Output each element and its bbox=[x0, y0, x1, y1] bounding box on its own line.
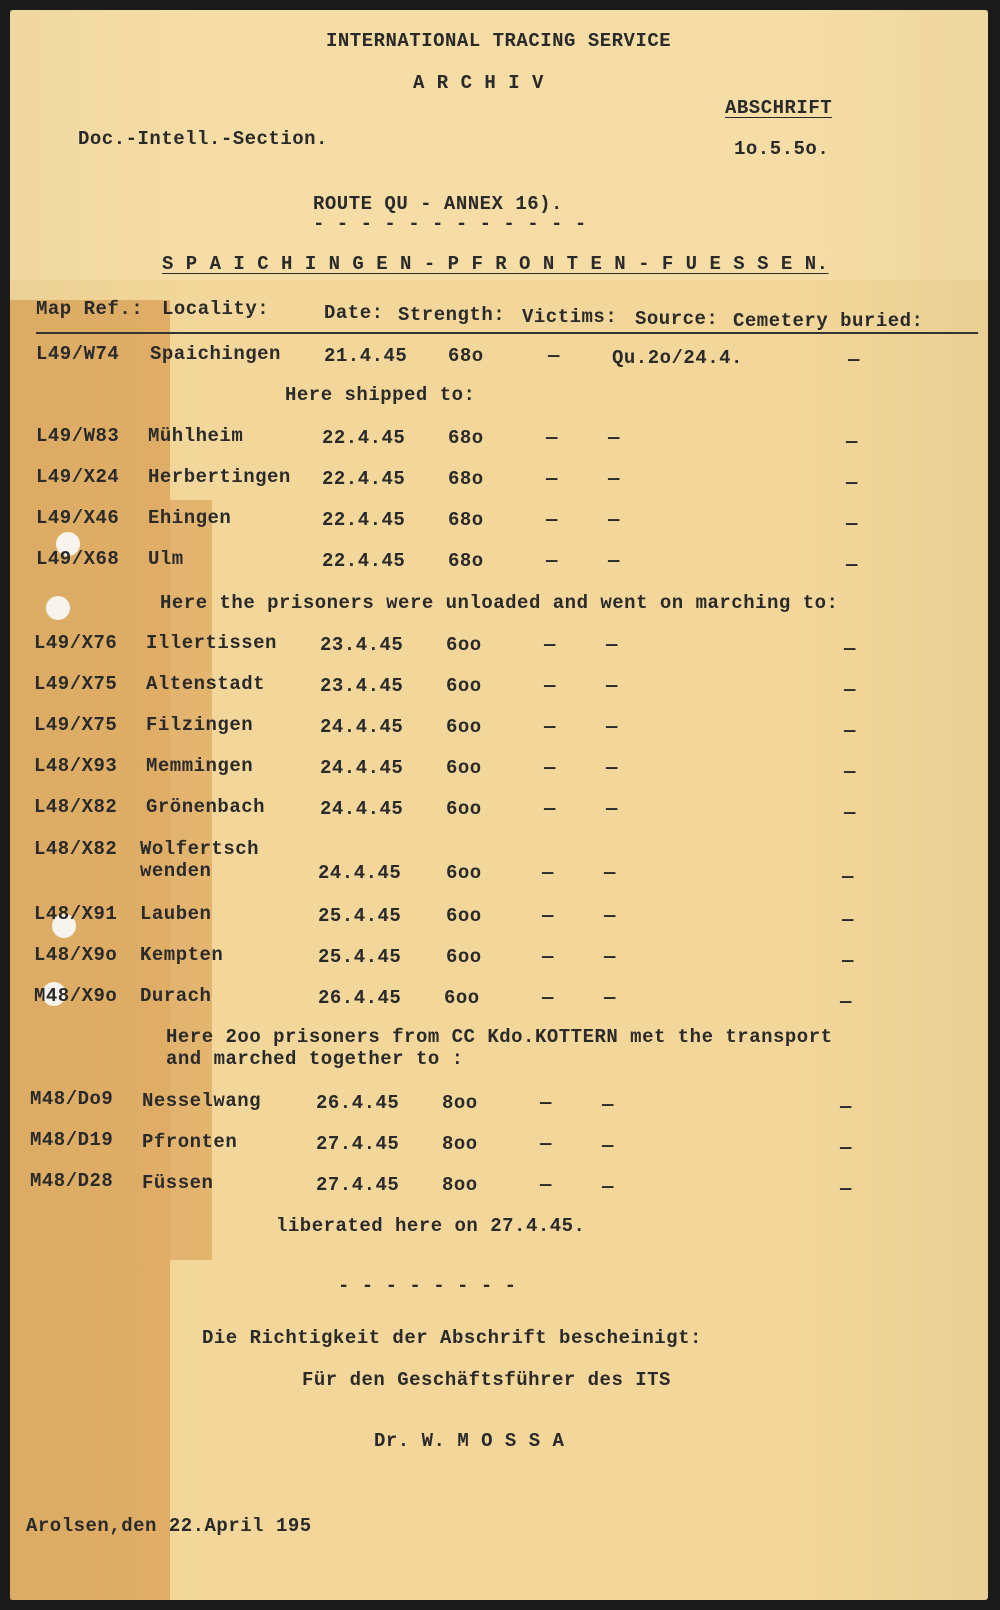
row-source: — bbox=[606, 716, 618, 738]
row-cemetery: — bbox=[848, 349, 860, 371]
row-date: 21.4.45 bbox=[324, 345, 408, 367]
row-victims: — bbox=[546, 468, 558, 490]
row-strength: 6oo bbox=[446, 634, 482, 656]
row-victims: — bbox=[546, 509, 558, 531]
row-locality: Kempten bbox=[140, 944, 224, 966]
col-source: Source: bbox=[635, 308, 719, 330]
row-date: 22.4.45 bbox=[322, 550, 406, 572]
row-ref: L48/X93 bbox=[34, 755, 118, 777]
row-source: — bbox=[604, 946, 616, 968]
row-date: 26.4.45 bbox=[318, 987, 402, 1009]
row-date: 25.4.45 bbox=[318, 905, 402, 927]
row-strength: 8oo bbox=[442, 1133, 478, 1155]
row-locality: Ulm bbox=[148, 548, 184, 570]
col-strength: Strength: bbox=[398, 304, 506, 326]
row-locality: Altenstadt bbox=[146, 673, 266, 695]
row-victims: — bbox=[548, 345, 560, 367]
row-ref: M48/D19 bbox=[30, 1129, 114, 1151]
row-victims: — bbox=[542, 905, 554, 927]
row-source: — bbox=[608, 427, 620, 449]
row-date: 23.4.45 bbox=[320, 634, 404, 656]
row-ref: L48/X91 bbox=[34, 903, 118, 925]
row-date: 24.4.45 bbox=[320, 757, 404, 779]
note-met-line2: and marched together to : bbox=[166, 1048, 464, 1070]
note-shipped: Here shipped to: bbox=[285, 384, 476, 406]
row-victims: — bbox=[542, 987, 554, 1009]
row-date: 26.4.45 bbox=[316, 1092, 400, 1114]
col-cemetery: Cemetery buried: bbox=[733, 310, 924, 332]
abschrift-label: ABSCHRIFT bbox=[725, 97, 833, 119]
row-victims: — bbox=[544, 716, 556, 738]
row-ref: L49/W74 bbox=[36, 343, 120, 365]
section-label: Doc.-Intell.-Section. bbox=[78, 128, 328, 150]
row-source: — bbox=[608, 509, 620, 531]
row-date: 25.4.45 bbox=[318, 946, 402, 968]
row-strength: 68o bbox=[448, 427, 484, 449]
row-source: — bbox=[606, 798, 618, 820]
row-date: 23.4.45 bbox=[320, 675, 404, 697]
row-locality: Illertissen bbox=[146, 632, 277, 654]
route-underline: - - - - - - - - - - - - bbox=[313, 213, 587, 235]
row-cemetery: — bbox=[846, 472, 858, 494]
row-cemetery: — bbox=[840, 1096, 852, 1118]
row-source: — bbox=[602, 1094, 614, 1116]
row-locality: Grönenbach bbox=[146, 796, 266, 818]
row-victims: — bbox=[540, 1092, 552, 1114]
row-locality: Füssen bbox=[142, 1172, 214, 1194]
row-ref: L49/X46 bbox=[36, 507, 120, 529]
row-victims: — bbox=[542, 862, 554, 884]
row-locality: Spaichingen bbox=[150, 343, 281, 365]
row-locality: Nesselwang bbox=[142, 1090, 262, 1112]
col-date: Date: bbox=[324, 302, 384, 324]
row-ref: L48/X82 bbox=[34, 838, 118, 860]
row-locality: Ehingen bbox=[148, 507, 232, 529]
row-strength: 68o bbox=[448, 468, 484, 490]
row-strength: 68o bbox=[448, 345, 484, 367]
row-source: — bbox=[606, 675, 618, 697]
header-rule bbox=[36, 332, 978, 334]
row-victims: — bbox=[544, 634, 556, 656]
row-strength: 6oo bbox=[446, 716, 482, 738]
row-strength: 68o bbox=[448, 550, 484, 572]
row-locality: Herbertingen bbox=[148, 466, 291, 488]
row-strength: 6oo bbox=[446, 757, 482, 779]
row-cemetery: — bbox=[844, 679, 856, 701]
note-liberated: liberated here on 27.4.45. bbox=[276, 1215, 586, 1237]
row-source: — bbox=[604, 987, 616, 1009]
row-ref: L49/X75 bbox=[34, 714, 118, 736]
row-cemetery: — bbox=[844, 761, 856, 783]
col-mapref: Map Ref.: bbox=[36, 298, 144, 320]
row-victims: — bbox=[544, 798, 556, 820]
row-cemetery: — bbox=[842, 950, 854, 972]
row-ref: L48/X9o bbox=[34, 944, 118, 966]
row-victims: — bbox=[546, 427, 558, 449]
row-ref: M48/X9o bbox=[34, 985, 118, 1007]
archiv-label: A R C H I V bbox=[413, 72, 544, 94]
row-victims: — bbox=[546, 550, 558, 572]
route-label: ROUTE QU - ANNEX 16). bbox=[313, 193, 563, 215]
row-date: 22.4.45 bbox=[322, 509, 406, 531]
row-cemetery: — bbox=[846, 431, 858, 453]
row-date: 22.4.45 bbox=[322, 427, 406, 449]
row-cemetery: — bbox=[842, 909, 854, 931]
row-ref: L49/X76 bbox=[34, 632, 118, 654]
row-strength: 6oo bbox=[446, 946, 482, 968]
row-date: 24.4.45 bbox=[318, 862, 402, 884]
row-strength: 8oo bbox=[442, 1174, 478, 1196]
row-source: Qu.2o/24.4. bbox=[612, 347, 743, 369]
row-locality: Mühlheim bbox=[148, 425, 244, 447]
row-locality: Durach bbox=[140, 985, 212, 1007]
row-cemetery: — bbox=[846, 513, 858, 535]
row-source: — bbox=[602, 1135, 614, 1157]
row-ref: L49/X75 bbox=[34, 673, 118, 695]
row-cemetery: — bbox=[844, 638, 856, 660]
row-strength: 6oo bbox=[446, 862, 482, 884]
row-ref: M48/D28 bbox=[30, 1170, 114, 1192]
row-strength: 6oo bbox=[446, 675, 482, 697]
row-ref: M48/Do9 bbox=[30, 1088, 114, 1110]
col-victims: Victims: bbox=[522, 306, 618, 328]
row-cemetery: — bbox=[842, 866, 854, 888]
row-date: 24.4.45 bbox=[320, 716, 404, 738]
signatory-name: Dr. W. M O S S A bbox=[374, 1430, 565, 1452]
row-locality: Wolfertschwenden bbox=[140, 838, 260, 882]
row-source: — bbox=[604, 905, 616, 927]
row-locality: Lauben bbox=[140, 903, 212, 925]
punch-hole bbox=[46, 596, 70, 620]
row-strength: 6oo bbox=[446, 905, 482, 927]
row-ref: L49/X68 bbox=[36, 548, 120, 570]
row-cemetery: — bbox=[846, 554, 858, 576]
row-source: — bbox=[602, 1176, 614, 1198]
row-victims: — bbox=[540, 1174, 552, 1196]
row-cemetery: — bbox=[844, 720, 856, 742]
row-ref: L49/X24 bbox=[36, 466, 120, 488]
document-date: 1o.5.5o. bbox=[734, 138, 830, 160]
certification-for: Für den Geschäftsführer des ITS bbox=[302, 1369, 671, 1391]
row-locality: Memmingen bbox=[146, 755, 254, 777]
row-strength: 68o bbox=[448, 509, 484, 531]
row-victims: — bbox=[544, 757, 556, 779]
org-title: INTERNATIONAL TRACING SERVICE bbox=[326, 30, 672, 52]
row-date: 27.4.45 bbox=[316, 1133, 400, 1155]
certification-text: Die Richtigkeit der Abschrift bescheinigt: bbox=[202, 1327, 702, 1349]
row-source: — bbox=[606, 634, 618, 656]
row-ref: L49/W83 bbox=[36, 425, 120, 447]
row-cemetery: — bbox=[840, 1178, 852, 1200]
row-victims: — bbox=[544, 675, 556, 697]
row-ref: L48/X82 bbox=[34, 796, 118, 818]
route-title: S P A I C H I N G E N - P F R O N T E N - F U E S S E N. bbox=[162, 253, 829, 275]
row-locality: Pfronten bbox=[142, 1131, 238, 1153]
row-cemetery: — bbox=[840, 991, 852, 1013]
row-victims: — bbox=[540, 1133, 552, 1155]
row-cemetery: — bbox=[844, 802, 856, 824]
row-strength: 8oo bbox=[442, 1092, 478, 1114]
row-locality: Filzingen bbox=[146, 714, 254, 736]
row-date: 22.4.45 bbox=[322, 468, 406, 490]
col-locality: Locality: bbox=[162, 298, 270, 320]
section-divider: - - - - - - - - bbox=[338, 1275, 517, 1297]
row-date: 27.4.45 bbox=[316, 1174, 400, 1196]
row-strength: 6oo bbox=[446, 798, 482, 820]
row-cemetery: — bbox=[840, 1137, 852, 1159]
note-unloaded: Here the prisoners were unloaded and went on marching to: bbox=[160, 592, 839, 614]
row-victims: — bbox=[542, 946, 554, 968]
place-date: Arolsen,den 22.April 195 bbox=[26, 1515, 312, 1537]
row-source: — bbox=[608, 468, 620, 490]
row-strength: 6oo bbox=[444, 987, 480, 1009]
row-source: — bbox=[606, 757, 618, 779]
note-met-line1: Here 2oo prisoners from CC Kdo.KOTTERN met the transport bbox=[166, 1026, 833, 1048]
row-source: — bbox=[604, 862, 616, 884]
row-date: 24.4.45 bbox=[320, 798, 404, 820]
row-source: — bbox=[608, 550, 620, 572]
